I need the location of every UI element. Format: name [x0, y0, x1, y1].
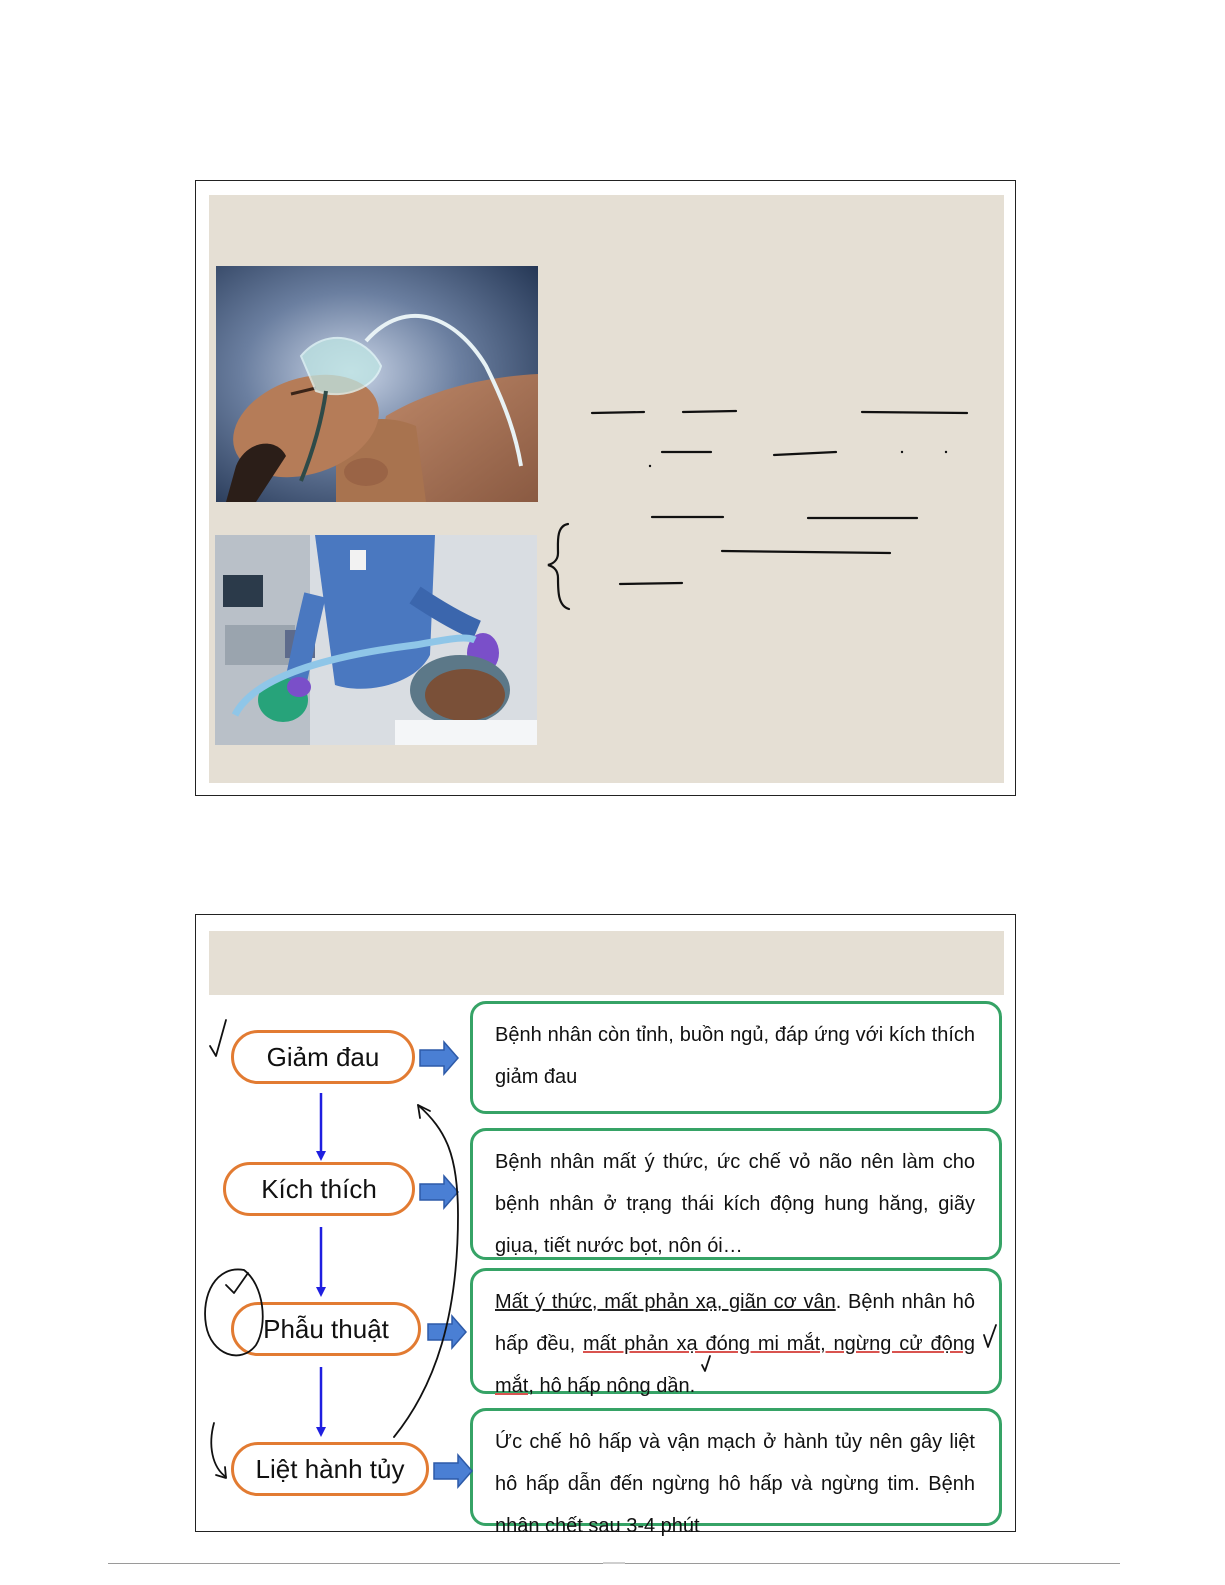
slide-2 [195, 914, 1016, 1537]
stage-label: Phẫu thuật [263, 1313, 389, 1344]
stage-label: Kích thích [261, 1173, 377, 1204]
slide-1 [195, 180, 1016, 796]
down-arrow-icon [316, 1427, 326, 1437]
footer-tick [603, 1562, 625, 1564]
description-text: Mất ý thức, mất phản xạ, giãn cơ vân. Bệnh nhân hô hấp đều, mất phản xạ đóng mi mắt, ngừng cử động mắt, hô hấp nông dần. [495, 1291, 975, 1397]
anesthesiologist-bag-mask-ventilation-photo [215, 535, 537, 745]
description-text: Ức chế hô hấp và vận mạch ở hành tủy nên gây liệt hô hấp dẫn đến ngừng hô hấp và ngừng tim. Bệnh nhân chết sau 3-4 phút [495, 1431, 975, 1537]
right-arrow-icon [420, 1176, 458, 1208]
right-arrow-icon [428, 1316, 466, 1348]
checkmark-icon [210, 1020, 226, 1056]
description-kich-thich [470, 1128, 1002, 1260]
right-arrow-icon [434, 1455, 472, 1487]
description-phau-thuat [470, 1268, 1002, 1397]
stage-phau-thuat [231, 1302, 421, 1356]
red-underlined-phrase: mất phản xạ đóng mi mắt, ngừng cử động mắt, [495, 1333, 975, 1397]
description-text: Bệnh nhân còn tỉnh, buồn ngủ, đáp ứng với kích thích giảm đau [495, 1024, 975, 1088]
patient-with-oxygen-mask-photo [216, 266, 538, 502]
stage-liet-hanh-tuy [231, 1442, 429, 1496]
stage-label: Liệt hành tủy [255, 1453, 405, 1484]
arrowhead-mark [216, 1467, 226, 1478]
underlined-phrase: Mất ý thức, mất phản xạ, giãn cơ vân [495, 1291, 836, 1313]
down-arrow-icon [316, 1287, 326, 1297]
curved-arrow-mark [394, 1105, 458, 1437]
stage-label: Giảm đau [266, 1041, 380, 1072]
arrowhead-mark [418, 1105, 430, 1118]
description-giam-dau [470, 1001, 1002, 1114]
stage-kich-thich [223, 1162, 415, 1216]
right-arrow-icon [420, 1042, 458, 1074]
down-arrow-icon [316, 1151, 326, 1161]
description-liet-hanh-tuy [470, 1408, 1002, 1537]
slide-2-title-band [209, 931, 1004, 995]
stage-giam-dau [231, 1030, 415, 1084]
description-text: Bệnh nhân mất ý thức, ức chế vỏ não nên làm cho bệnh nhân ở trạng thái kích động hung hăng, giãy giụa, tiết nước bọt, nôn ói… [495, 1151, 975, 1257]
checkmark-icon [226, 1273, 248, 1293]
curved-arrow-mark [211, 1423, 226, 1477]
